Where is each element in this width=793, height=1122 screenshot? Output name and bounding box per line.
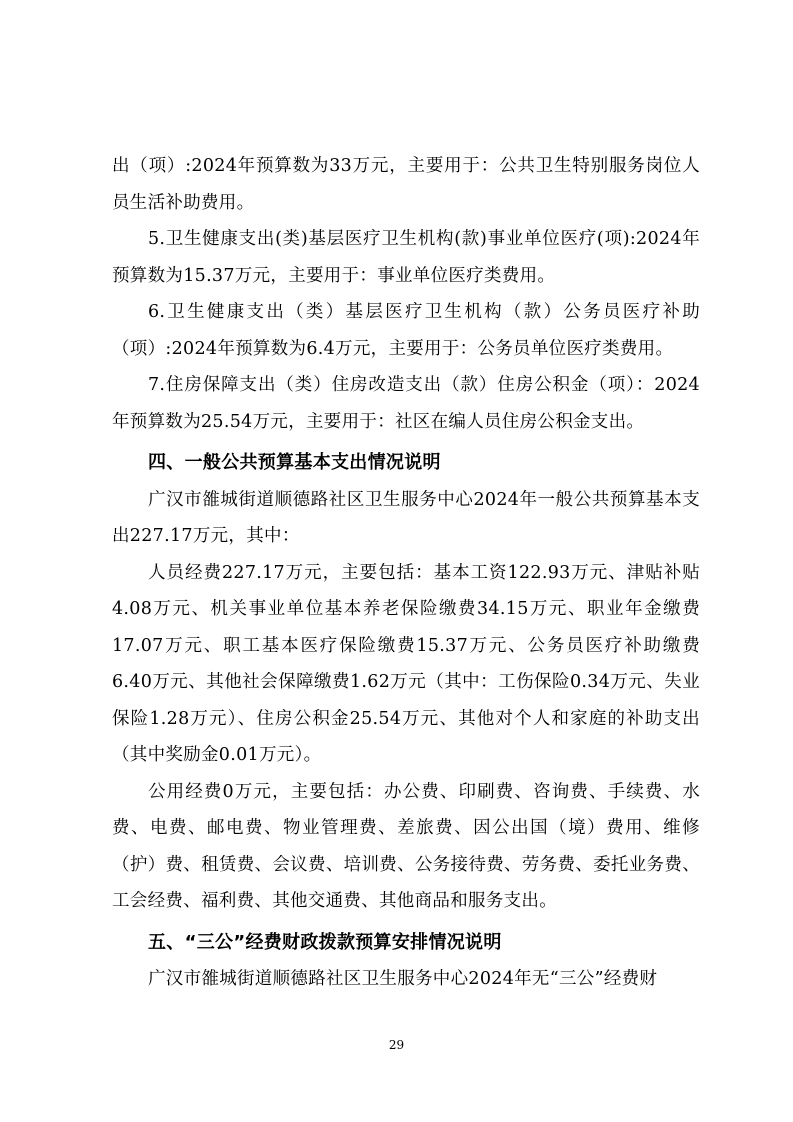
paragraph-item-7: 7.住房保障支出（类）住房改造支出（款）住房公积金（项）：2024年预算数为25.54万元，主要用于：社区在编人员住房公积金支出。 [112,375,700,432]
paragraph-item-5: 5.卫生健康支出(类)基层医疗卫生机构(款)事业单位医疗(项):2024年预算数为15.37万元，主要用于：事业单位医疗类费用。 [112,229,700,286]
paragraph-continuation: 出（项）:2024年预算数为33万元，主要用于：公共卫生特别服务岗位人员生活补助费用。 [112,156,700,213]
paragraph-item-6: 6.卫生健康支出（类）基层医疗卫生机构（款）公务员医疗补助（项）:2024年预算数为6.4万元，主要用于：公务员单位医疗类费用。 [112,302,700,359]
document-body [112,148,700,998]
section-5-intro: 广汉市雒城街道顺德路社区卫生服务中心2024年无“三公”经费财 [148,969,658,989]
section-5-heading: 五、“三公”经费财政拨款预算安排情况说明 [148,931,502,953]
section-4-personnel-expenses: 人员经费227.17万元，主要包括：基本工资122.93万元、津贴补贴4.08万元、机关事业单位基本养老保险缴费34.15万元、职业年金缴费17.07万元、职工基本医疗保险缴费15.37万元、公务员医疗补助缴费6.40万元、其他社会保障缴费1.62万元（其中：工伤保险0.34万元、失业保险1.28万元）、住房公积金25.54万元、其他对个人和家庭的补助支出（其中奖励金0.01万元）。 [112,562,700,765]
page-number: 29 [388,1038,405,1052]
section-4-public-expenses: 公用经费0万元，主要包括：办公费、印刷费、咨询费、手续费、水费、电费、邮电费、物业管理费、差旅费、因公出国（境）费用、维修（护）费、租赁费、会议费、培训费、公务接待费、劳务费、委托业务费、工会经费、福利费、其他交通费、其他商品和服务支出。 [112,781,700,911]
section-4-intro: 广汉市雒城街道顺德路社区卫生服务中心2024年一般公共预算基本支出227.17万元，其中： [112,489,700,546]
section-4-heading: 四、一般公共预算基本支出情况说明 [148,452,441,473]
